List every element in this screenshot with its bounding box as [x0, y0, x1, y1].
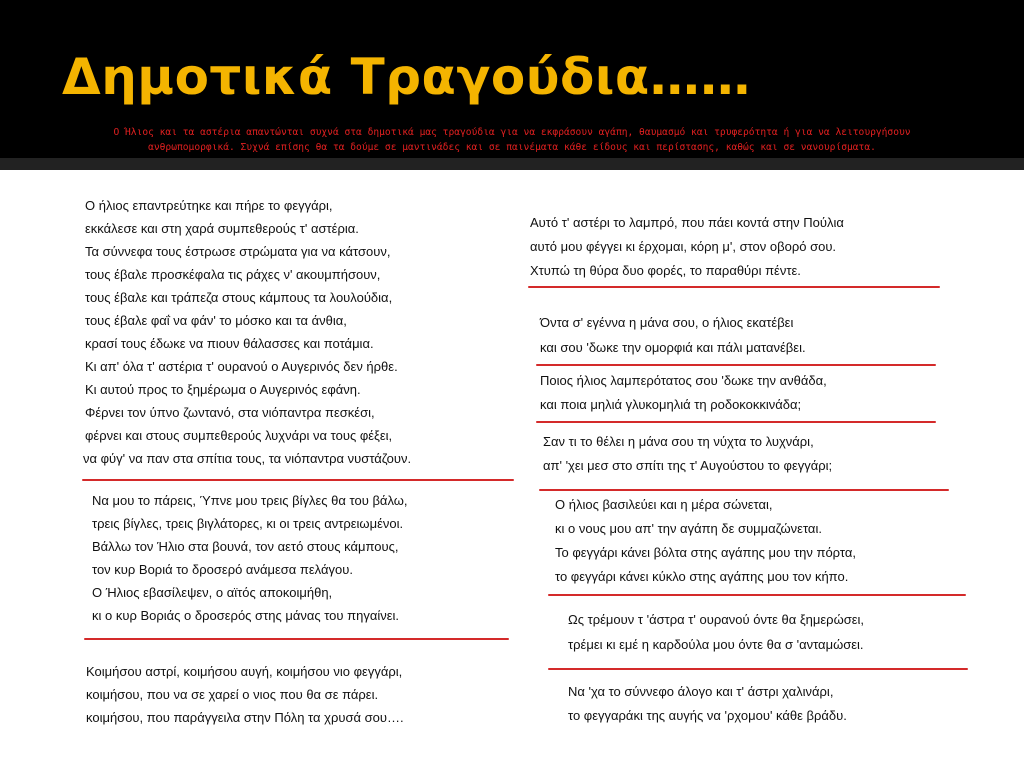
song-line: τους έβαλε και τράπεζα στους κάμπους τα λουλούδια, [85, 290, 393, 305]
separator-rule [84, 638, 509, 640]
separator-rule [536, 364, 936, 366]
song-line: τρεις βίγλες, τρεις βιγλάτορες, κι οι τρεις αντρειωμένοι. [92, 516, 404, 531]
song-line: Φέρνει τον ύπνο ζωντανό, στα νιόπαντρα πεσκέσι, [85, 405, 375, 420]
song-line: Κι αυτού προς το ξημέρωμα ο Αυγερινός εφάνη. [85, 382, 361, 397]
separator-rule [539, 489, 949, 491]
song-line: να φύγ' να παν στα σπίτια τους, τα νιόπαντρα νυστάζουν. [83, 451, 412, 466]
song-line: κρασί τους έδωκε να πιουν θάλασσες και ποτάμια. [85, 336, 374, 351]
song-line: φέρνει και στους συμπεθερούς λυχνάρι να τους φέξει, [85, 428, 393, 443]
slide-subtitle [0, 125, 1024, 155]
song-line: Βάλλω τον Ήλιο στα βουνά, τον αετό στους κάμπους, [92, 539, 399, 554]
subtitle-line: Ο Ήλιος και τα αστέρια απαντώνται συχνά στα δημοτικά μας τραγούδια για να εκφράσουν αγάπη, θαυμασμό και τρυφερότητα ή για να λειτουργήσουν [113, 127, 911, 138]
verse-line: Ποιος ήλιος λαμπερότατος σου 'δωκε την ανθάδα, [540, 373, 827, 388]
verse-line: τρέμει κι εμέ η καρδούλα μου όντε θα σ 'ανταμώσει. [568, 637, 864, 652]
song-line: Τα σύννεφα τους έστρωσε στρώματα για να κάτσουν, [85, 244, 391, 259]
song-line: κοιμήσου, που να σε χαρεί ο νιος που θα σε πάρει. [86, 687, 379, 702]
separator-rule [536, 421, 936, 423]
verse-line: το φεγγαράκι της αυγής να 'ρχομου' κάθε βράδυ. [568, 708, 847, 723]
verse-line: το φεγγάρι κάνει κύκλο στης αγάπης μου τον κήπο. [555, 569, 849, 584]
song-line: κι ο κυρ Βοριάς ο δροσερός στης μάνας του πηγαίνει. [92, 608, 400, 623]
song-line: τους έβαλε προσκέφαλα τις ράχες ν' ακουμπήσουν, [85, 267, 381, 282]
song-line: Ο Ήλιος εβασίλεψεν, ο αϊτός αποκοιμήθη, [92, 585, 333, 600]
separator-rule [548, 668, 968, 670]
verse-line: Σαν τι το θέλει η μάνα σου τη νύχτα το λυχνάρι, [543, 434, 814, 449]
song-line: Να μου το πάρεις, Ύπνε μου τρεις βίγλες θα του βάλω, [92, 493, 408, 508]
verse-line: Να 'χα το σύννεφο άλογο και τ' άστρι χαλινάρι, [568, 684, 834, 699]
song-line: Κοιμήσου αστρί, κοιμήσου αυγή, κοιμήσου νιο φεγγάρι, [86, 664, 403, 679]
verse-line: και σου 'δωκε την ομορφιά και πάλι ματανέβει. [540, 340, 806, 355]
verse-line: Ο ήλιος βασιλεύει και η μέρα σώνεται, [555, 497, 773, 512]
separator-rule [82, 479, 514, 481]
song-line: Κι απ' όλα τ' αστέρια τ' ουρανού ο Αυγερινός δεν ήρθε. [85, 359, 398, 374]
separator-rule [548, 594, 966, 596]
separator-rule [528, 286, 940, 288]
verse-line: κι ο νους μου απ' την αγάπη δε συμμαζώνεται. [555, 521, 822, 536]
song-line: τους έβαλε φαΐ να φάν' το μόσκο και τα άνθια, [85, 313, 347, 328]
verse-line: Αυτό τ' αστέρι το λαμπρό, που πάει κοντά στην Πούλια [530, 215, 844, 230]
songs-page [0, 170, 1024, 768]
song-line: εκκάλεσε και στη χαρά συμπεθερούς τ' αστέρια. [85, 221, 359, 236]
verse-line: Χτυπώ τη θύρα δυο φορές, το παραθύρι πέντε. [530, 263, 801, 278]
verse-line: και ποια μηλιά γλυκομηλιά τη ροδοκοκκινάδα; [540, 397, 802, 412]
song-line: Ο ήλιος επαντρεύτηκε και πήρε το φεγγάρι, [85, 198, 333, 213]
verse-line: αυτό μου φέγγει κι έρχομαι, κόρη μ', στον οβορό σου. [530, 239, 837, 254]
verse-line: Όντα σ' εγέννα η μάνα σου, ο ήλιος εκατέβει [540, 315, 794, 330]
header-divider [0, 158, 1024, 170]
subtitle-line: ανθρωπομορφικά. Συχνά επίσης θα τα δούμε σε μαντινάδες και σε παινέματα κάθε είδους και περίστασης, καθώς και σε νανουρίσματα. [148, 142, 876, 153]
song-line: κοιμήσου, που παράγγειλα στην Πόλη τα χρυσά σου…. [86, 710, 404, 725]
song-line: τον κυρ Βοριά το δροσερό ανάμεσα πελάγου. [92, 562, 353, 577]
slide-header [0, 0, 1024, 158]
verse-line: απ' 'χει μεσ στο σπίτι της τ' Αυγούστου το φεγγάρι; [543, 458, 833, 473]
slide-title: Δημοτικά Τραγούδια…… [62, 48, 751, 106]
verse-line: Ως τρέμουν τ 'άστρα τ' ουρανού όντε θα ξημερώσει, [568, 612, 865, 627]
verse-line: Το φεγγάρι κάνει βόλτα στης αγάπης μου την πόρτα, [555, 545, 856, 560]
